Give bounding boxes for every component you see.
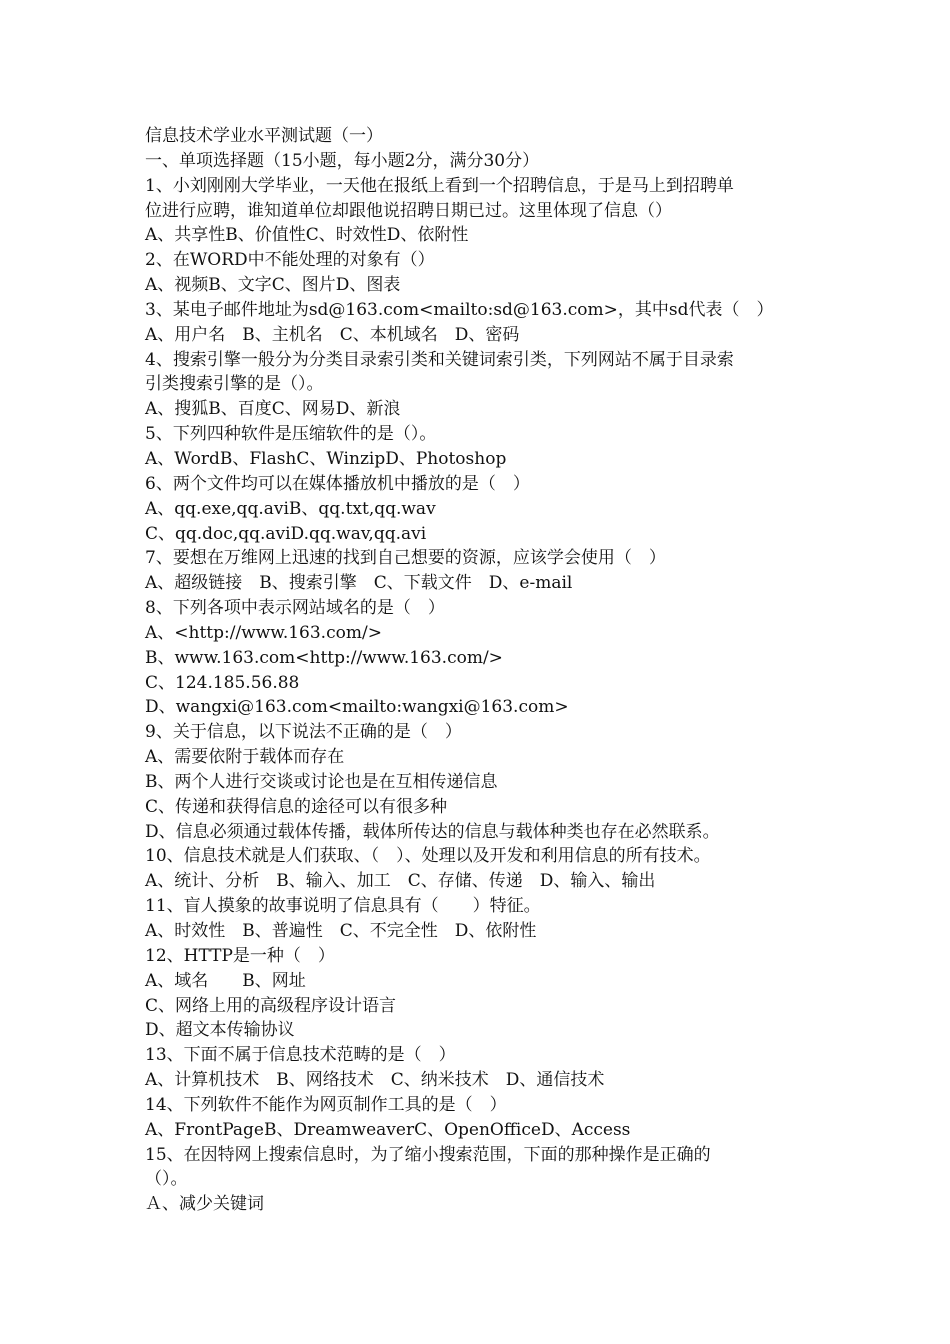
question-13: 13、下面不属于信息技术范畴的是（ ） xyxy=(145,1045,456,1066)
question-9-option-d: D、信息必须通过载体传播，载体所传达的信息与载体种类也存在必然联系。 xyxy=(145,821,720,842)
question-9-option-a: A、需要依附于载体而存在 xyxy=(145,747,345,768)
question-8-option-b: B、www.163.com<http://www.163.com/> xyxy=(145,647,503,668)
question-1-line-1: 1、小刘刚刚大学毕业，一天他在报纸上看到一个招聘信息，于是马上到招聘单 xyxy=(145,175,734,196)
question-5: 5、下列四种软件是压缩软件的是（）。 xyxy=(145,424,437,445)
question-7: 7、要想在万维网上迅速的找到自己想要的资源，应该学会使用（ ） xyxy=(145,548,666,569)
question-4-line-2: 引类搜索引擎的是（）。 xyxy=(145,374,324,395)
question-8: 8、下列各项中表示网站域名的是（ ） xyxy=(145,598,445,619)
question-6: 6、两个文件均可以在媒体播放机中播放的是（ ） xyxy=(145,473,530,494)
question-9-option-c: C、传递和获得信息的途径可以有很多种 xyxy=(145,796,448,817)
document-title: 信息技术学业水平测试题（一） xyxy=(145,126,383,146)
question-12-option-d: D、超文本传输协议 xyxy=(145,1020,295,1041)
question-1-line-2: 位进行应聘，谁知道单位却跟他说招聘日期已过。这里体现了信息（） xyxy=(145,200,672,221)
question-1-options: A、共享性B、价值性C、时效性D、依附性 xyxy=(145,225,469,246)
question-8-option-d: D、wangxi@163.com<mailto:wangxi@163.com> xyxy=(145,697,569,718)
question-8-option-a: A、<http://www.163.com/> xyxy=(145,622,382,643)
question-4-options: A、搜狐B、百度C、网易D、新浪 xyxy=(145,399,401,420)
question-2: 2、在WORD中不能处理的对象有（） xyxy=(145,250,435,271)
question-15-line-1: 15、在因特网上搜索信息时，为了缩小搜索范围，下面的那种操作是正确的 xyxy=(145,1144,711,1165)
question-8-option-c: C、124.185.56.88 xyxy=(145,672,300,693)
question-10-options: A、统计、分析 B、输入、加工 C、存储、传递 D、输入、输出 xyxy=(145,871,656,892)
question-14: 14、下列软件不能作为网页制作工具的是（ ） xyxy=(145,1094,507,1115)
question-3: 3、某电子邮件地址为sd@163.com<mailto:sd@163.com>，其中sd代表（ ） xyxy=(145,299,774,320)
question-7-options: A、超级链接 B、搜索引擎 C、下载文件 D、e-mail xyxy=(145,573,573,594)
question-6-options-ab: A、qq.exe,qq.aviB、qq.txt,qq.wav xyxy=(145,498,436,519)
question-12: 12、HTTP是一种（ ） xyxy=(145,945,335,966)
question-15-option-a: Ａ、减少关键词 xyxy=(145,1194,264,1215)
question-14-options: A、FrontPageB、DreamweaverC、OpenOfficeD、Access xyxy=(145,1119,631,1140)
question-11-options: A、时效性 B、普遍性 C、不完全性 D、依附性 xyxy=(145,921,537,941)
question-4-line-1: 4、搜索引擎一般分为分类目录索引类和关键词索引类，下列网站不属于目录索 xyxy=(145,349,734,370)
question-15-line-2: （）。 xyxy=(145,1169,188,1190)
section-heading: 一、单项选择题（15小题，每小题2分，满分30分） xyxy=(145,150,540,171)
question-6-options-cd: C、qq.doc,qq.aviD.qq.wav,qq.avi xyxy=(145,523,427,544)
question-5-options: A、WordB、FlashC、WinzipD、Photoshop xyxy=(145,448,507,469)
question-3-options: A、用户名 B、主机名 C、本机域名 D、密码 xyxy=(145,324,520,345)
document-page xyxy=(145,124,825,1217)
question-11: 11、盲人摸象的故事说明了信息具有（ ）特征。 xyxy=(145,896,541,917)
question-13-options: A、计算机技术 B、网络技术 C、纳米技术 D、通信技术 xyxy=(145,1070,605,1091)
question-2-options: A、视频B、文字C、图片D、图表 xyxy=(145,275,401,296)
question-9-option-b: B、两个人进行交谈或讨论也是在互相传递信息 xyxy=(145,771,498,792)
question-10: 10、信息技术就是人们获取、（ ）、处理以及开发和利用信息的所有技术。 xyxy=(145,846,711,867)
question-12-options-ab: A、域名 B、网址 xyxy=(145,970,306,991)
question-12-option-c: C、网络上用的高级程序设计语言 xyxy=(145,995,397,1016)
question-9: 9、关于信息，以下说法不正确的是（ ） xyxy=(145,722,462,743)
